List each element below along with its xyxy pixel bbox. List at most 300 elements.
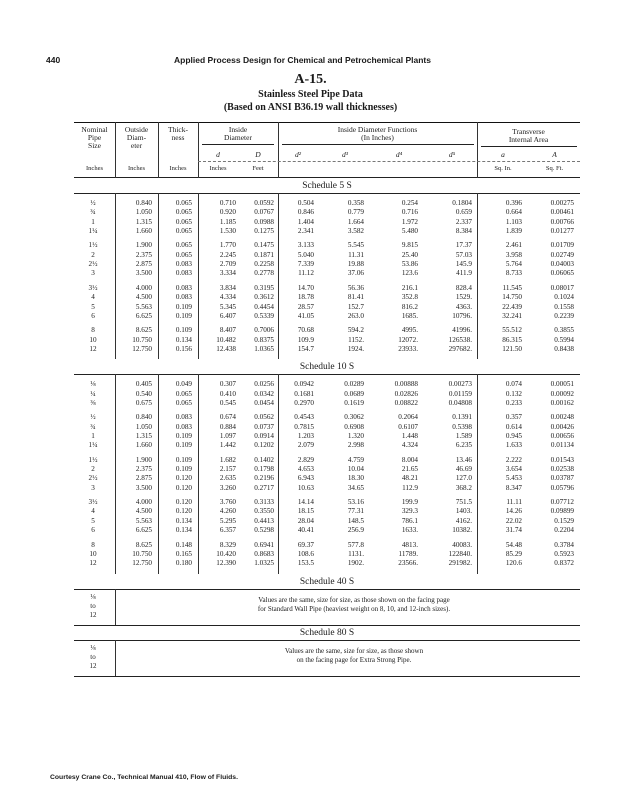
d-cubed: 1131. <box>348 549 364 558</box>
unit-A: Sq. Ft. <box>545 165 564 172</box>
d-squared: 14.70 <box>297 283 314 292</box>
nominal-size: 2 <box>91 465 95 474</box>
d-cubed: 10.04 <box>347 465 364 474</box>
table-row <box>74 345 580 354</box>
d-squared: 109.9 <box>297 335 314 344</box>
table-row <box>74 484 580 493</box>
area-sq-ft: 0.08017 <box>550 283 574 292</box>
section-rule <box>74 374 580 375</box>
table-row <box>74 241 580 250</box>
inside-d-feet: 0.1202 <box>254 441 274 450</box>
d-fourth: 48.21 <box>401 474 418 483</box>
inside-d-inches: 0.674 <box>219 413 236 422</box>
d-squared: 1.203 <box>297 432 314 440</box>
inside-d-feet: 0.0592 <box>254 199 274 207</box>
d-squared: 70.68 <box>297 326 314 335</box>
d-fifth: 40083. <box>452 540 472 549</box>
wall-thickness: 0.109 <box>175 302 192 311</box>
d-fourth: 0.2064 <box>398 413 418 422</box>
d-cubed: 19.88 <box>347 260 364 269</box>
footer-credit: Courtesy Crane Co., Technical Manual 410, Flow of Fluids. <box>50 774 238 781</box>
area-sq-in: 5.453 <box>505 474 522 483</box>
wall-thickness: 0.134 <box>175 526 192 535</box>
d-squared: 18.15 <box>297 507 314 516</box>
d-fifth: 10382. <box>452 526 472 535</box>
d-fourth: 8.004 <box>401 455 418 464</box>
outside-diameter: 0.540 <box>135 389 152 398</box>
area-sq-ft: 0.3855 <box>554 326 574 335</box>
d-cubed: 152.7 <box>347 302 364 311</box>
nominal-size: ½ <box>90 413 96 422</box>
d-fifth: 126538. <box>448 335 472 344</box>
section-rule <box>74 625 580 626</box>
inside-d-feet: 0.1798 <box>254 465 274 474</box>
outside-diameter: 2.875 <box>135 474 152 483</box>
area-sq-in: 3.958 <box>505 250 522 259</box>
d-fifth: 1403. <box>455 507 472 516</box>
outside-diameter: 1.315 <box>135 432 152 440</box>
diameter-header-line: Diameter <box>224 133 252 142</box>
table-row <box>74 399 580 408</box>
outside-diameter: 5.563 <box>135 516 152 525</box>
d-squared: 108.6 <box>297 549 314 558</box>
outside-diameter: 1.050 <box>135 422 152 431</box>
nominal-size: 2½ <box>88 474 98 483</box>
d-squared: 0.7815 <box>294 422 314 431</box>
inside-d-feet: 0.1871 <box>254 250 274 259</box>
outside-diameter: 0.675 <box>135 398 152 407</box>
note-size-line: 12 <box>89 661 97 670</box>
d-fifth: 46.69 <box>455 465 472 474</box>
area-sq-ft: 0.00461 <box>550 208 574 217</box>
inside-d-inches: 0.710 <box>219 199 236 207</box>
area-sq-in: 86.315 <box>502 335 522 344</box>
inside-d-inches: 1.530 <box>219 227 236 236</box>
nominal-size: 10 <box>89 335 97 344</box>
d-squared: 0.0942 <box>294 380 314 389</box>
inside-diameter-header <box>198 126 278 142</box>
area-sq-in: 0.074 <box>505 380 522 389</box>
area-sq-in: 0.396 <box>505 199 522 207</box>
area-sq-ft: 0.02749 <box>550 250 574 259</box>
unit-thickness: Inches <box>169 165 187 172</box>
d-fifth: 127.0 <box>455 474 472 483</box>
section-rule <box>74 193 580 194</box>
nominal-size: 3½ <box>88 283 98 292</box>
d-fourth: 112.9 <box>402 483 418 492</box>
inside-d-feet: 0.2717 <box>254 483 274 492</box>
wall-thickness: 0.065 <box>175 217 192 226</box>
area-sq-ft: 0.2204 <box>554 526 574 535</box>
d-fifth: 0.659 <box>455 208 472 217</box>
d-fifth: 13.46 <box>455 455 472 464</box>
area-sq-in: 5.764 <box>505 260 522 269</box>
inside-d-inches: 12.390 <box>216 559 236 568</box>
d-cubed: 1.664 <box>347 217 364 226</box>
wall-thickness: 0.109 <box>175 465 192 474</box>
note-text-line: Values are the same, size for size, as those shown on the facing page <box>258 595 450 604</box>
idf-header-line: Inside Diameter Functions <box>337 125 418 134</box>
idf-units-line: (In Inches) <box>361 133 394 142</box>
table-row <box>74 413 580 422</box>
thickness-header <box>158 126 198 142</box>
d-cubed: 577.8 <box>347 540 364 549</box>
column-divider <box>477 193 478 359</box>
wall-thickness: 0.083 <box>175 283 192 292</box>
idf-underline <box>282 144 474 145</box>
inside-d-inches: 3.834 <box>219 283 236 292</box>
sub-D: D <box>255 150 261 159</box>
wall-thickness: 0.156 <box>175 344 192 353</box>
area-sq-in: 0.357 <box>505 413 522 422</box>
area-sq-ft: 0.00092 <box>550 389 574 398</box>
area-sq-in: 0.945 <box>505 432 522 440</box>
transverse-header <box>477 128 580 144</box>
area-sq-ft: 0.00162 <box>550 398 574 407</box>
d-fourth: 23566. <box>398 559 418 568</box>
inside-d-inches: 0.920 <box>219 208 236 217</box>
note-size-line: to <box>90 652 96 661</box>
inside-d-inches: 4.260 <box>219 507 236 516</box>
d-fifth: 828.4 <box>455 283 472 292</box>
d-squared: 0.1681 <box>294 389 314 398</box>
d-fifth: 122840. <box>448 549 472 558</box>
d-squared: 4.653 <box>297 465 314 474</box>
page-number: 440 <box>46 55 61 65</box>
d-fifth: 41996. <box>452 326 472 335</box>
outside-diameter: 6.625 <box>135 526 152 535</box>
area-sq-in: 22.02 <box>505 516 522 525</box>
inside-d-feet: 0.2778 <box>254 269 274 278</box>
d-squared: 10.63 <box>297 483 314 492</box>
d-fourth: 23933. <box>398 344 418 353</box>
d-cubed: 2.998 <box>347 441 364 450</box>
area-sq-ft: 0.03787 <box>550 474 574 483</box>
inside-d-feet: 1.0365 <box>254 344 274 353</box>
inside-d-inches: 1.770 <box>219 241 236 250</box>
nominal-size: 6 <box>91 526 95 535</box>
d-cubed: 1152. <box>348 335 364 344</box>
inside-d-inches: 0.410 <box>219 389 236 398</box>
column-divider <box>198 374 199 573</box>
outside-diameter: 0.405 <box>135 380 152 389</box>
nominal-size: 1 <box>91 217 95 226</box>
nominal-header-line: Pipe <box>87 133 102 142</box>
inside-d-feet: 0.5298 <box>254 526 274 535</box>
section-title: Schedule 80 S <box>299 627 355 638</box>
table-row <box>74 423 580 432</box>
outside-header <box>115 126 158 150</box>
d-fourth: 25.40 <box>401 250 418 259</box>
d-cubed: 37.06 <box>347 269 364 278</box>
wall-thickness: 0.065 <box>175 389 192 398</box>
inside-d-inches: 1.097 <box>219 432 236 440</box>
outside-diameter: 2.375 <box>135 465 152 474</box>
wall-thickness: 0.120 <box>175 507 192 516</box>
d-squared: 2.829 <box>297 455 314 464</box>
d-fifth: 0.1804 <box>452 199 472 207</box>
d-fourth: 4813. <box>401 540 418 549</box>
d-squared: 0.504 <box>297 199 314 207</box>
table-row <box>74 526 580 535</box>
inside-d-inches: 12.438 <box>216 344 236 353</box>
outside-diameter: 8.625 <box>135 540 152 549</box>
d-squared: 0.2970 <box>294 398 314 407</box>
table-row <box>74 465 580 474</box>
inside-d-feet: 0.0342 <box>254 389 274 398</box>
inside-d-inches: 8.407 <box>219 326 236 335</box>
section-rule <box>74 589 580 590</box>
outside-header-line: eter <box>130 141 143 150</box>
nominal-size: 8 <box>91 326 95 335</box>
sub-d4: d⁴ <box>395 150 403 159</box>
d-cubed: 34.65 <box>347 483 364 492</box>
d-cubed: 4.759 <box>347 455 364 464</box>
nominal-size: ⅜ <box>90 398 96 407</box>
d-squared: 154.7 <box>297 344 314 353</box>
d-fourth: 0.08822 <box>394 398 418 407</box>
table-row <box>74 559 580 568</box>
inside-header-line: Inside <box>228 125 248 134</box>
nominal-size: 2 <box>91 250 95 259</box>
area-sq-ft: 0.01134 <box>550 441 574 450</box>
column-divider <box>115 193 116 359</box>
d-cubed: 0.1619 <box>344 398 364 407</box>
d-cubed: 594.2 <box>347 326 364 335</box>
inside-d-feet: 0.3550 <box>254 507 274 516</box>
d-fourth: 5.480 <box>401 227 418 236</box>
nominal-size: ¼ <box>90 389 96 398</box>
area-sq-ft: 0.8372 <box>554 559 574 568</box>
wall-thickness: 0.083 <box>175 422 192 431</box>
table-row <box>74 269 580 278</box>
outside-diameter: 12.750 <box>132 559 152 568</box>
inside-d-feet: 0.2258 <box>254 260 274 269</box>
inside-d-inches: 10.420 <box>216 549 236 558</box>
outside-diameter: 6.625 <box>135 311 152 320</box>
nominal-size: 2½ <box>88 260 98 269</box>
inside-d-inches: 6.357 <box>219 526 236 535</box>
d-cubed: 81.41 <box>347 293 364 302</box>
d-cubed: 5.545 <box>347 241 364 250</box>
unit-nominal: Inches <box>86 165 103 172</box>
d-cubed: 0.3062 <box>344 413 364 422</box>
d-fifth: 0.5398 <box>452 422 472 431</box>
table-title: Stainless Steel Pipe Data <box>258 89 363 100</box>
d-fourth: 199.9 <box>401 498 418 507</box>
d-squared: 69.37 <box>297 540 314 549</box>
note-size-range <box>80 593 106 620</box>
nominal-size: 12 <box>89 344 97 353</box>
table-row <box>74 293 580 302</box>
table-row <box>74 227 580 236</box>
table-row <box>74 550 580 559</box>
area-sq-ft: 0.8438 <box>554 344 574 353</box>
d-squared: 0.4543 <box>294 413 314 422</box>
outside-diameter: 2.875 <box>135 260 152 269</box>
d-squared: 7.339 <box>297 260 314 269</box>
d-fourth: 0.00888 <box>394 380 418 389</box>
d-fourth: 1.448 <box>401 432 418 440</box>
idf-header <box>278 126 477 142</box>
area-sq-ft: 0.00426 <box>550 422 574 431</box>
d-fourth: 329.3 <box>401 507 418 516</box>
area-sq-ft: 0.3784 <box>554 540 574 549</box>
table-row <box>74 390 580 399</box>
area-sq-ft: 0.01277 <box>550 227 574 236</box>
d-squared: 18.78 <box>297 293 314 302</box>
outside-diameter: 5.563 <box>135 302 152 311</box>
table-row <box>74 218 580 227</box>
nominal-size: 5 <box>91 516 95 525</box>
d-fourth: 123.6 <box>401 269 418 278</box>
nominal-size: 4 <box>91 293 95 302</box>
d-fifth: 297682. <box>448 344 472 353</box>
outside-diameter: 1.050 <box>135 208 152 217</box>
inside-d-feet: 0.3612 <box>254 293 274 302</box>
area-sq-in: 14.750 <box>502 293 522 302</box>
inside-d-inches: 2.635 <box>219 474 236 483</box>
d-cubed: 0.0289 <box>344 380 364 389</box>
d-cubed: 0.6908 <box>344 422 364 431</box>
area-sq-in: 85.29 <box>505 549 522 558</box>
nominal-header-line: Size <box>88 141 101 150</box>
nominal-size: 5 <box>91 302 95 311</box>
area-sq-in: 1.103 <box>505 217 522 226</box>
d-fourth: 9.815 <box>401 241 418 250</box>
section-title: Schedule 10 S <box>299 362 355 373</box>
table-row <box>74 432 580 441</box>
unit-outside: Inches <box>128 165 145 172</box>
wall-thickness: 0.065 <box>175 241 192 250</box>
inside-d-feet: 0.8375 <box>254 335 274 344</box>
d-fifth: 0.1391 <box>452 413 472 422</box>
sub-A: A <box>552 150 557 159</box>
area-sq-in: 0.132 <box>505 389 522 398</box>
d-fifth: 8.384 <box>455 227 472 236</box>
inside-d-feet: 0.0767 <box>254 208 274 217</box>
inside-d-inches: 8.329 <box>219 540 236 549</box>
sub-d2: d² <box>295 150 301 159</box>
wall-thickness: 0.083 <box>175 260 192 269</box>
inside-d-inches: 0.307 <box>219 380 236 389</box>
inside-d-feet: 0.4454 <box>254 302 274 311</box>
sub-a: a <box>501 150 505 159</box>
area-sq-in: 1.633 <box>505 441 522 450</box>
d-fifth: 1529. <box>455 293 472 302</box>
area-sq-ft: 0.06065 <box>550 269 574 278</box>
inside-d-feet: 0.5339 <box>254 311 274 320</box>
wall-thickness: 0.109 <box>175 432 192 440</box>
wall-thickness: 0.120 <box>175 483 192 492</box>
area-sq-in: 8.733 <box>505 269 522 278</box>
inside-d-feet: 0.0737 <box>254 422 274 431</box>
area-sq-ft: 0.5994 <box>554 335 574 344</box>
wall-thickness: 0.049 <box>175 380 192 389</box>
d-fourth: 1685. <box>401 311 418 320</box>
wall-thickness: 0.109 <box>175 455 192 464</box>
table-row <box>74 303 580 312</box>
area-sq-in: 0.233 <box>505 398 522 407</box>
nominal-size: 3½ <box>88 498 98 507</box>
d-squared: 153.5 <box>297 559 314 568</box>
inside-d-feet: 0.1402 <box>254 455 274 464</box>
wall-thickness: 0.065 <box>175 227 192 236</box>
wall-thickness: 0.120 <box>175 498 192 507</box>
nominal-size: ¾ <box>90 208 96 217</box>
wall-thickness: 0.148 <box>175 540 192 549</box>
inside-d-inches: 2.709 <box>219 260 236 269</box>
column-divider <box>278 374 279 573</box>
outside-diameter: 4.000 <box>135 283 152 292</box>
d-cubed: 0.0689 <box>344 389 364 398</box>
area-sq-ft: 0.02538 <box>550 465 574 474</box>
wall-thickness: 0.134 <box>175 335 192 344</box>
nominal-size: ¾ <box>90 422 96 431</box>
d-cubed: 256.9 <box>347 526 364 535</box>
outside-diameter: 2.375 <box>135 250 152 259</box>
column-divider <box>278 193 279 359</box>
unit-a: Sq. In. <box>494 165 512 172</box>
outside-header-line: Outside <box>124 125 149 134</box>
transverse-header-line: Transverse <box>512 127 545 136</box>
d-cubed: 56.36 <box>347 283 364 292</box>
d-fourth: 11789. <box>398 549 418 558</box>
note-text-line: for Standard Wall Pipe (heaviest weight on 8, 10, and 12-inch sizes). <box>257 604 451 613</box>
d-fourth: 1.972 <box>401 217 418 226</box>
area-sq-in: 22.439 <box>502 302 522 311</box>
note-size-line: ⅛ <box>90 643 96 652</box>
column-divider <box>158 193 159 359</box>
d-fifth: 368.2 <box>455 483 472 492</box>
nominal-size: 1¼ <box>88 441 98 450</box>
area-sq-in: 8.347 <box>505 483 522 492</box>
area-sq-ft: 0.04003 <box>550 260 574 269</box>
d-cubed: 148.5 <box>347 516 364 525</box>
nominal-size: 1 <box>91 432 95 440</box>
wall-thickness: 0.134 <box>175 516 192 525</box>
note-size-range <box>80 644 106 671</box>
d-fifth: 17.37 <box>455 241 472 250</box>
note-text-line: Values are the same, size for size, as those shown <box>284 646 424 655</box>
table-row <box>74 199 580 208</box>
table-row <box>74 507 580 516</box>
unit-D: Feet <box>252 165 264 172</box>
wall-thickness: 0.065 <box>175 199 192 207</box>
area-sq-ft: 0.00766 <box>550 217 574 226</box>
wall-thickness: 0.065 <box>175 250 192 259</box>
d-squared: 3.133 <box>297 241 314 250</box>
area-sq-ft: 0.00051 <box>550 380 574 389</box>
inside-d-feet: 1.0325 <box>254 559 274 568</box>
inside-d-inches: 3.260 <box>219 483 236 492</box>
d-squared: 5.040 <box>297 250 314 259</box>
d-fourth: 0.6107 <box>398 422 418 431</box>
d-fourth: 0.02826 <box>394 389 418 398</box>
d-cubed: 53.16 <box>347 498 364 507</box>
d-fifth: 57.03 <box>455 250 472 259</box>
area-sq-ft: 0.00656 <box>550 432 574 440</box>
nominal-size: ½ <box>90 199 96 207</box>
area-sq-in: 0.614 <box>505 422 522 431</box>
inside-d-inches: 5.295 <box>219 516 236 525</box>
table-row <box>74 284 580 293</box>
d-squared: 40.41 <box>297 526 314 535</box>
d-cubed: 1.320 <box>347 432 364 440</box>
table-row <box>74 380 580 389</box>
inside-d-inches: 2.245 <box>219 250 236 259</box>
outside-diameter: 1.315 <box>135 217 152 226</box>
